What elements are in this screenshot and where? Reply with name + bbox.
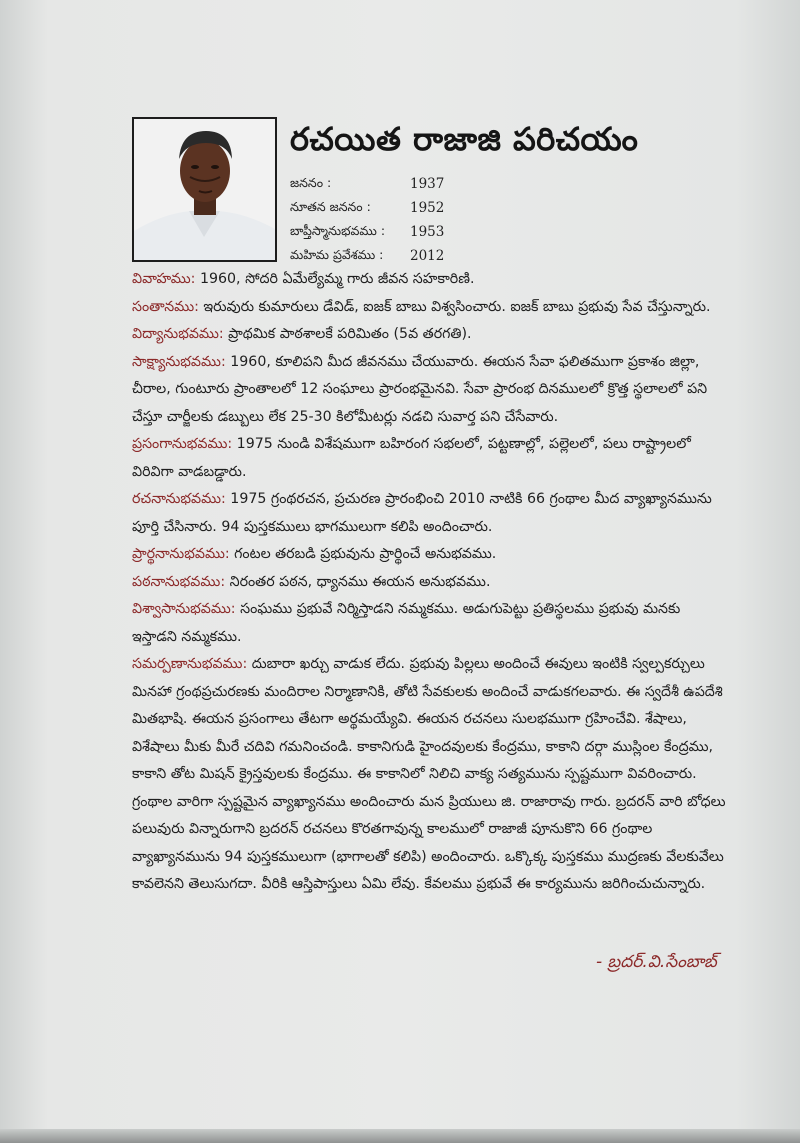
paragraph-text: ఇరువురు కుమారులు డేవిడ్, ఐజక్ బాబు విశ్వసించారు. ఐజక్ బాబు ప్రభువు సేవ చేస్తున్నారు. (198, 298, 711, 315)
fact-label: జననం : (290, 174, 332, 190)
paragraph-text: దుబారా ఖర్చు వాడుక లేదు. ప్రభువు పిల్లలు అందించే ఈవులు ఇంటికి స్వల్పకర్చులు మినహా గ్రంథప్రచురణకు మందిరాల నిర్మాణానికి, తోటి సేవకులకు అందించే వాడుకగలవారు. ఈ స్వదేశీ ఉపదేశి మితభాషి. ఈయన ప్రసంగాలు తేటగా అర్థమయ్యేవి. ఈయన రచనలు సులభముగా గ్రహించేవి. శేషాలు, విశేషాలు మీకు మీరే చదివి గమనించండి. కాకానిగుడి హైందవులకు కేంద్రము, కాకాని దర్గా ముస్లింల కేంద్రము, కాకాని తోట మిషన్ క్రైస్తవులకు కేంద్రము. ఈ కాకానిలో నిలిచి వాక్య సత్యమును స్పష్టముగా వివరించారు. గ్రంథాల వారిగా స్పష్టమైన వ్యాఖ్యానము అందించారు మన ప్రియులు జి. రాజారావు గారు. బ్రదరన్ వారి బోధలు పలువురు విన్నారుగాని బ్రదరన్ రచనలు కొరతగావున్న కాలములో రాజాజీ పూనుకొని 66 గ్రంథాల వ్యాఖ్యానమును 94 పుస్తకములుగా (భాగాలతో కలిపి) అందించారు. ఒక్కొక్క పుస్తకము ముద్రణకు వేలకువేలు కావలెనని తెలుసుగదా. వీరికి ఆస్తిపాస్తులు ఏమి లేవు. కేవలము ప్రభువే ఈ కార్యమును జరిగించుచున్నారు. (132, 656, 726, 892)
author-photo (132, 117, 277, 262)
page-title: రచయిత రాజాజి పరిచయం (290, 120, 639, 158)
author-signature: - బ్రదర్.వి.సేంబాబ్ (596, 952, 717, 972)
fact-year: 1952 (410, 200, 445, 216)
paragraph-dedication (132, 651, 728, 899)
fact-baptism (290, 220, 490, 244)
paragraph-text: 1975 గ్రంథరచన, ప్రచురణ ప్రారంభించి 2010 నాటికి 66 గ్రంథాల మీద వ్యాఖ్యానమును పూర్తి చేసినారు. 94 పుస్తకములు భాగములుగా కలిపి అందించారు. (132, 491, 712, 535)
paragraph-writing (132, 486, 728, 541)
author-facts (290, 172, 490, 268)
paragraph-label: ప్రార్థనానుభవము: (132, 546, 230, 562)
paragraph-prayer (132, 541, 728, 569)
paragraph-label: పఠనానుభవము: (132, 573, 226, 590)
paragraph-label: విశ్వాసానుభవము: (132, 601, 236, 617)
paragraph-text: 1960, సోదరి ఏమేల్యేమ్మ గారు జీవన సహకారిణి. (195, 271, 475, 287)
paragraph-education (132, 321, 728, 349)
paragraph-label: విద్యానుభవము: (132, 326, 224, 342)
author-portrait-image (134, 119, 275, 260)
paragraph-label: వివాహము: (132, 271, 196, 287)
paragraph-text: 1975 నుండి విశేషముగా బహిరంగ సభలలో, పట్టణాల్లో, పల్లెలలో, పలు రాష్ట్రాలలో విరివిగా వాడబడ్డారు. (132, 436, 691, 480)
paragraph-label: సమర్పణానుభవము: (132, 656, 248, 672)
fact-birth (290, 172, 490, 196)
paragraph-label: రచనానుభవము: (132, 491, 226, 507)
paragraph-text: 1960, కూలిపని మీద జీవనము చేయువారు. ఈయన సేవా ఫలితముగా ప్రకాశం జిల్లా, చీరాల, గుంటూరు ప్రాంతాలలో 12 సంఘాలు ప్రారంభమైనవి. సేవా ప్రారంభ దినములలో క్రొత్త స్థలాలలో పని చేస్తూ చార్జీలకు డబ్బులు లేక 25-30 కిలోమీటర్లు నడచి సువార్త పని చేసేవారు. (132, 353, 708, 425)
paragraph-label: ప్రసంగానుభవము: (132, 436, 233, 452)
paragraph-label: సంతానము: (132, 298, 199, 315)
fact-year: 1937 (410, 176, 445, 192)
paragraph-text: ప్రాథమిక పాఠశాలకే పరిమితం (5వ తరగతి). (223, 326, 472, 342)
fact-label: మహిమ ప్రవేశము : (290, 246, 384, 262)
paragraph-text: సంఘము ప్రభువే నిర్మిస్తాడని నమ్మకము. అడుగుపెట్టు ప్రతిస్థలము ప్రభువు మనకు ఇస్తాడని నమ్మకము. (132, 601, 681, 645)
paragraph-faith (132, 596, 728, 651)
paragraph-text: గంటల తరబడి ప్రభువును ప్రార్థించే అనుభవము. (229, 546, 497, 562)
fact-year: 1953 (410, 224, 445, 240)
page-edge-shadow (0, 1129, 800, 1143)
fact-label: నూతన జననం : (290, 198, 371, 214)
paragraph-preaching (132, 431, 728, 486)
fact-label: బాప్తీస్మానుభవము : (290, 222, 386, 238)
paragraph-children (132, 294, 728, 322)
paragraph-label: సాక్ష్యానుభవము: (132, 353, 226, 370)
fact-year: 2012 (410, 248, 445, 264)
fact-new-birth (290, 196, 490, 220)
paragraph-reading (132, 569, 728, 597)
paragraph-marriage (132, 266, 728, 294)
paragraph-testimony (132, 349, 728, 432)
paragraph-text: నిరంతర పఠన, ధ్యానము ఈయన అనుభవము. (225, 573, 491, 590)
fact-glory-entry (290, 244, 490, 268)
biography-body (132, 266, 728, 899)
